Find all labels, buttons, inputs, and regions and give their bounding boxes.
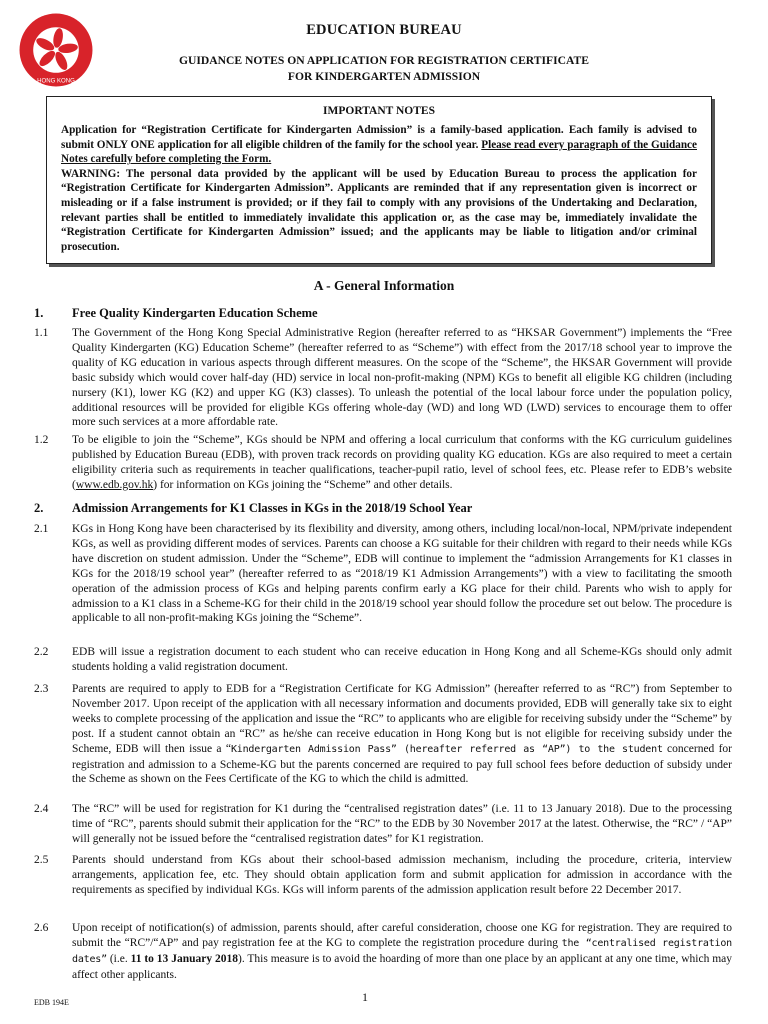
paragraph-number: 2.4 xyxy=(34,803,49,815)
paragraph-text xyxy=(72,682,732,787)
paragraph-2-2 xyxy=(34,645,732,675)
paragraph-text-part: Parents are required to apply to EDB for a “Registration Certificate for KG Admission” (hereafter referred to as “RC”) from September to November 2017. Upon receipt of the application with all necessary information and documents provided, EDB will generally take six to eight weeks to complete processing of the application and issue the “RC” to applicants who are eligible for receiving subsidy under the “Scheme” by post. If a student cannot obtain an “RC” as he/she can receive education in Hong Kong but is not eligible for receiving subsidy under the Scheme, EDB will then issue a “ xyxy=(72,683,732,755)
edb-website-link[interactable]: www.edb.gov.hk xyxy=(75,478,154,491)
bureau-title: EDUCATION BUREAU xyxy=(306,22,462,38)
section-1-number: 1. xyxy=(34,306,44,320)
paragraph-text-part: ). This measure is to avoid the hoarding of more than one place by an applicant at any one time, which may affect other applicants. xyxy=(72,952,732,981)
handwritten-text: the “centralised registration dates” xyxy=(72,937,733,965)
paragraph-number: 1.1 xyxy=(34,327,49,339)
paragraph-number: 2.6 xyxy=(34,922,49,934)
paragraph-text-part: (i.e. xyxy=(106,952,131,965)
section-a-heading: A - General Information xyxy=(313,278,455,293)
paragraph-number: 2.2 xyxy=(34,646,49,658)
page-number: 1 xyxy=(362,990,368,1004)
paragraph-text: Parents should understand from KGs about their school-based admission mechanism, including the procedure, criteria, interview arrangements, application fee, etc. They should obtain application form and submit application for admission in accordance with the requirements as specified by individual KGs. KGs will inform parents of the admission application result before 22 December 2017. xyxy=(72,854,732,896)
section-2-title: Admission Arrangements for K1 Classes in KGs in the 2018/19 School Year xyxy=(72,501,473,515)
paragraph-text-part: ) for information on KGs joining the “Scheme” and other details. xyxy=(153,478,453,491)
notes-p1-text: Application for “Registration Certificate for Kindergarten Admission” is a family-based application. Each family is advised to submit ONLY ONE application for all eligible children of the family for the school year. xyxy=(61,124,697,151)
paragraph-number: 2.5 xyxy=(34,854,49,866)
paragraph-2-1 xyxy=(34,522,732,626)
paragraph-2-6 xyxy=(34,921,732,983)
paragraph-text-part: Upon receipt of notification(s) of admission, parents should, after careful consideration, choose one KG for registration. They are required to submit the “RC”/“AP” and pay registration fee at the KG to complete the registration procedure during xyxy=(72,922,732,949)
section-2-number: 2. xyxy=(34,501,44,515)
paragraph-text xyxy=(72,433,732,493)
emblem-text: HONG KONG xyxy=(37,77,75,85)
paragraph-number: 2.1 xyxy=(34,523,49,535)
guidance-title-line2: FOR KINDERGARTEN ADMISSION xyxy=(287,70,481,83)
paragraph-text: The “RC” will be used for registration for K1 during the “centralised registration dates” (i.e. 11 to 13 January 2018). Due to the processing time of “RC”, parents should submit their application for the “RC” to the EDB by 30 November 2017 at the latest. Otherwise, the “RC” / “AP” will generally not be issued before the “centralised registration dates” for K1 registration. xyxy=(72,803,732,845)
important-notes-box xyxy=(46,96,712,264)
paragraph-2-5 xyxy=(34,853,732,898)
paragraph-number: 1.2 xyxy=(34,434,49,446)
notes-p1-underlined: Please read every paragraph of the Guidance Notes carefully before completing the Form. xyxy=(61,138,697,166)
hong-kong-emblem-icon xyxy=(18,12,94,88)
important-notes-heading: IMPORTANT NOTES xyxy=(323,105,435,117)
handwritten-text: Kindergarten Admission Pass” (hereafter referred as “AP”) to the student xyxy=(230,743,663,755)
paragraph-text: EDB will issue a registration document to each student who can receive education in Hong Kong and all Scheme-KGs should only admit students holding a valid registration document. xyxy=(72,646,732,673)
registration-dates-bold: 11 to 13 January 2018 xyxy=(130,952,238,965)
paragraph-text: KGs in Hong Kong have been characterised by its flexibility and diversity, among others, including local/non-local, NPM/private independent KGs, as well as providing different modes of services. Parents can choose a KG suitable for their children with regard to their needs while KGs have discretion on student admission. Under the “Scheme”, EDB will continue to implement the “admission Arrangements for K1 classes in KGs for the 2018/19 school year” (hereafter referred to as “2018/19 K1 Admission Arrangements”) with a view to facilitating the smooth operation of the admission process of KGs and helping parents confirm early a KG place for their child. Parents who wish to apply for admission to a K1 class in a Scheme-KG for their child in the 2018/19 school year should follow the procedure set out below. The procedure is applicable to all non-profit-making KGs joining the “Scheme”. xyxy=(72,523,732,625)
paragraph-2-3 xyxy=(34,682,732,787)
guidance-title-line1: GUIDANCE NOTES ON APPLICATION FOR REGISTRATION CERTIFICATE xyxy=(179,54,589,67)
paragraph-number: 2.3 xyxy=(34,683,49,695)
paragraph-text xyxy=(72,921,732,983)
paragraph-1-2 xyxy=(34,433,732,493)
paragraph-text: The Government of the Hong Kong Special Administrative Region (hereafter referred to as “HKSAR Government”) implements the “Free Quality Kindergarten (KG) Education Scheme” (hereafter referred to as “Scheme”) with effect from the 2017/18 school year to improve the quality of KG education in various aspects through different measures. On the scope of the “Scheme”, the HKSAR Government will provide basic subsidy which would cover half-day (HD) service in local non-profit-making (NPM) KGs to benefit all eligible KG children (including nursery (K1), lower KG (K2) and upper KG (K3) classes). To unleash the potential of the local labour force under the population policy, additional resources will be provided for eligible KGs offering whole-day (WD) and long WD (LWD) services to encourage them to offer more such services at a more affordable rate. xyxy=(72,327,732,429)
notes-warning: WARNING: The personal data provided by the applicant will be used by Education Bureau to process the application for “Registration Certificate for Kindergarten Admission”. Applicants are reminded that if any representation given is incorrect or misleading or if a false instrument is provided; or if they fail to comply with any provisions of the Undertaking and Declaration, relevant parties shall be entitled to immediately invalidate this application or, as the case may be, immediately invalidate the “Registration Certificate for Kindergarten Admission” issued; and the applicants may be liable to litigation and/or criminal prosecution. xyxy=(61,167,697,253)
section-1-heading xyxy=(34,306,318,321)
section-1-title: Free Quality Kindergarten Education Scheme xyxy=(72,306,318,320)
notes-paragraph-1 xyxy=(61,123,697,167)
paragraph-text-part: To be eligible to join the “Scheme”, KGs should be NPM and offering a local curriculum that conforms with the KG curriculum guidelines published by Education Bureau (EDB), with proven track records on providing quality KG education. KGs are also required to meet a certain eligibility criteria such as requirements in teacher qualifications, teacher-pupil ratio, level of school fees, etc. Please refer to EDB’s website ( xyxy=(72,434,732,491)
section-2-heading xyxy=(34,501,472,516)
form-code: EDB 194E xyxy=(34,998,69,1007)
paragraph-text-part: concerned for registration and admission to a Scheme-KG but the parents concerned are required to pay full school fees before deduction of subsidy under the Scheme as shown on the Fees Certificate of the KG to which the child is admitted. xyxy=(72,742,733,786)
paragraph-2-4 xyxy=(34,802,732,847)
paragraph-1-1 xyxy=(34,326,732,430)
